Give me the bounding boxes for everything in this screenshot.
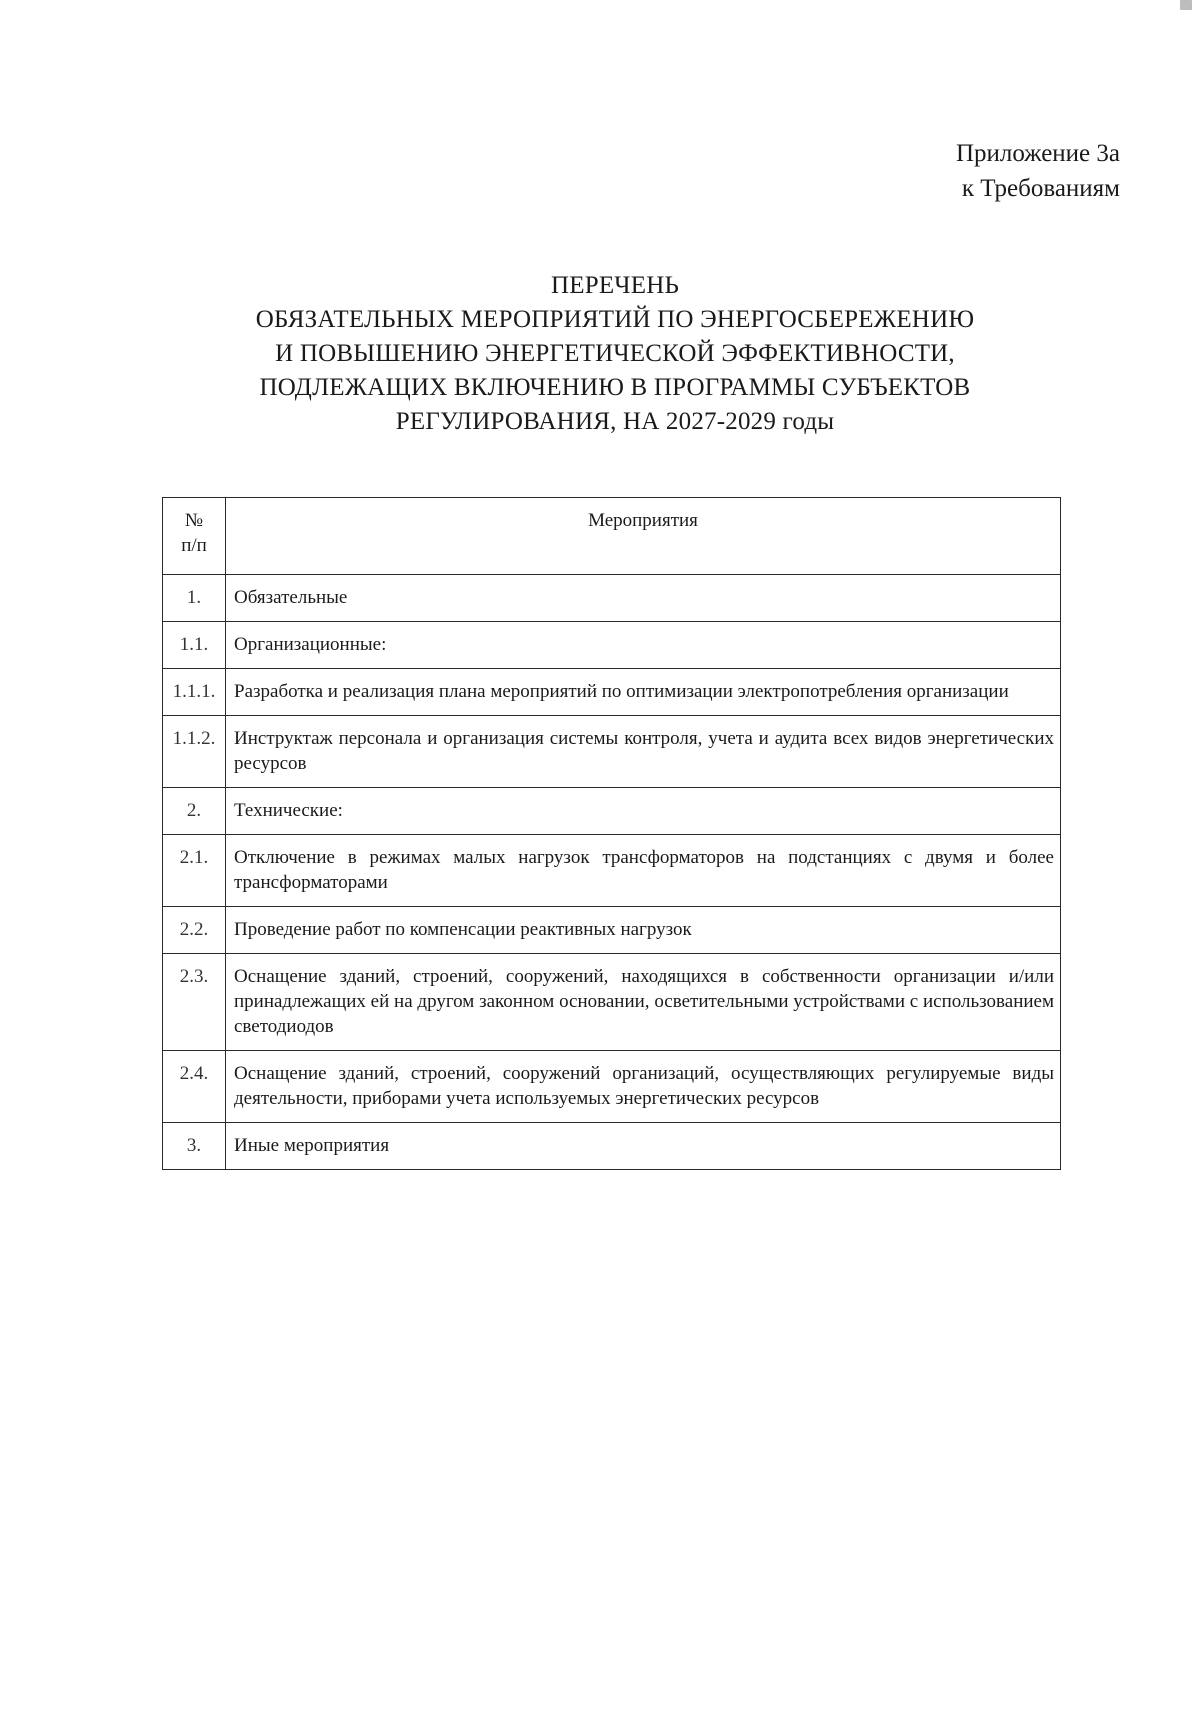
title-line-4: ПОДЛЕЖАЩИХ ВКЛЮЧЕНИЮ В ПРОГРАММЫ СУБЪЕКТОВ: [259, 374, 971, 401]
row-measure-text: Отключение в режимах малых нагрузок трансформаторов на подстанциях с двумя и более трансформаторами: [226, 835, 1061, 907]
row-number: 1.1.: [163, 622, 226, 669]
row-measure-text: Разработка и реализация плана мероприятий по оптимизации электропотребления организации: [226, 669, 1061, 716]
appendix-reference: [956, 136, 1120, 206]
row-number: 2.4.: [163, 1051, 226, 1123]
row-number: 2.1.: [163, 835, 226, 907]
row-number: 2.2.: [163, 907, 226, 954]
title-line-3: И ПОВЫШЕНИЮ ЭНЕРГЕТИЧЕСКОЙ ЭФФЕКТИВНОСТИ,: [275, 340, 955, 367]
row-measure-text: Инструктаж персонала и организация системы контроля, учета и аудита всех видов энергетических ресурсов: [226, 716, 1061, 788]
row-number: 3.: [163, 1123, 226, 1170]
header-number: [163, 498, 226, 575]
header-measure: Мероприятия: [226, 498, 1061, 575]
row-number: 1.1.1.: [163, 669, 226, 716]
table-body: [163, 575, 1061, 1170]
table-row: [163, 907, 1061, 954]
header-number-symbol: №: [184, 510, 204, 531]
row-measure-text: Иные мероприятия: [226, 1123, 1061, 1170]
table-row: [163, 1051, 1061, 1123]
scan-artifact: [1180, 0, 1192, 10]
measures-table: [162, 497, 1061, 1170]
row-measure-text: Оснащение зданий, строений, сооружений организаций, осуществляющих регулируемые виды деятельности, приборами учета используемых энергетических ресурсов: [226, 1051, 1061, 1123]
row-number: 1.1.2.: [163, 716, 226, 788]
table-row: [163, 716, 1061, 788]
row-number: 2.3.: [163, 954, 226, 1051]
table-row: [163, 575, 1061, 622]
row-measure-text: Проведение работ по компенсации реактивных нагрузок: [226, 907, 1061, 954]
title-line-1: ПЕРЕЧЕНЬ: [550, 272, 680, 299]
header-number-abbrev: п/п: [181, 535, 207, 556]
table-row: [163, 669, 1061, 716]
table-header-row: [163, 498, 1061, 575]
table-row: [163, 622, 1061, 669]
row-measure-text: Организационные:: [226, 622, 1061, 669]
row-measure-text: Обязательные: [226, 575, 1061, 622]
table-row: [163, 1123, 1061, 1170]
title-line-2: ОБЯЗАТЕЛЬНЫХ МЕРОПРИЯТИЙ ПО ЭНЕРГОСБЕРЕЖЕНИЮ: [255, 306, 975, 333]
title-line-5: РЕГУЛИРОВАНИЯ, НА 2027-2029 годы: [395, 408, 835, 435]
table-row: [163, 788, 1061, 835]
row-number: 2.: [163, 788, 226, 835]
table-row: [163, 835, 1061, 907]
appendix-line-1: Приложение 3а: [955, 140, 1120, 167]
row-measure-text: Технические:: [226, 788, 1061, 835]
document-title: [160, 269, 1070, 439]
table-row: [163, 954, 1061, 1051]
row-number: 1.: [163, 575, 226, 622]
appendix-line-2: к Требованиям: [961, 175, 1120, 202]
row-measure-text: Оснащение зданий, строений, сооружений, находящихся в собственности организации и/или принадлежащих ей на другом законном основании, осветительными устройствами с использованием светодиодов: [226, 954, 1061, 1051]
